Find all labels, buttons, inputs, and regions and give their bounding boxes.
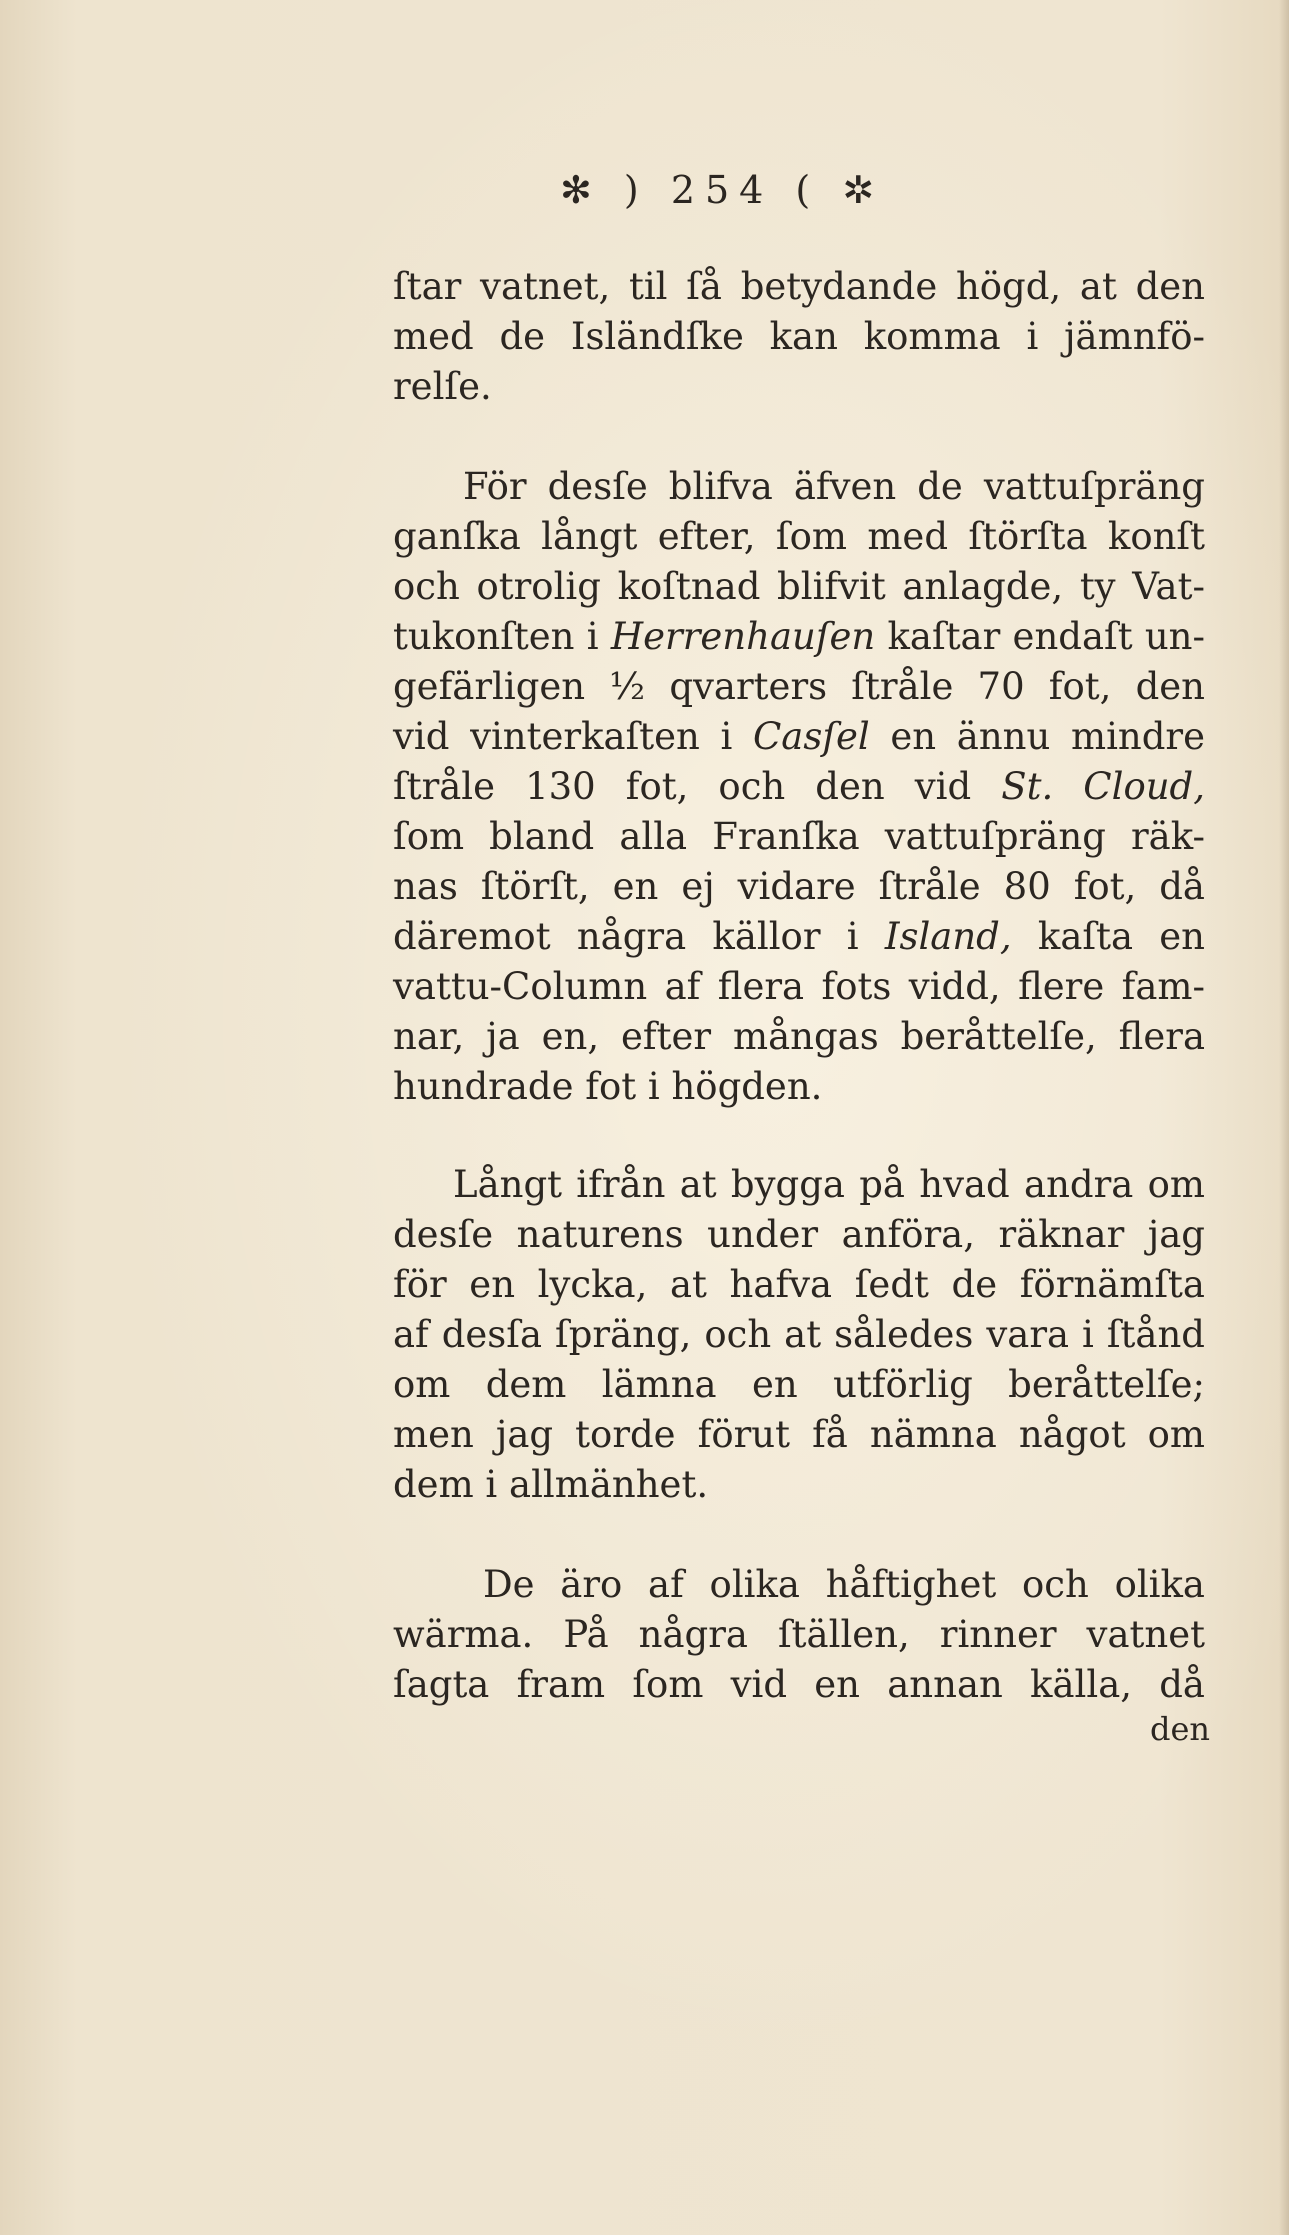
place-name: Herrenhauſen xyxy=(610,615,876,658)
text-line: nar, ja en, efter mångas beråttelſe, flera xyxy=(393,1015,1205,1058)
text-line: wärma. På några ſtällen, rinner vatnet xyxy=(393,1613,1205,1656)
text-line: relſe. xyxy=(393,365,492,408)
paragraph-2 xyxy=(393,462,1205,1112)
text-run: kaſtar endaſt un- xyxy=(875,615,1205,658)
catchword: den xyxy=(1150,1710,1211,1748)
text-line: desſe naturens under anföra, räknar jag xyxy=(393,1213,1205,1256)
text-line: nas ſtörſt, en ej vidare ſtråle 80 fot, då xyxy=(393,865,1205,908)
text-line: af desſa ſpräng, och at således vara i ſtånd xyxy=(393,1313,1205,1356)
text-line: gefärligen ½ qvarters ſtråle 70 fot, den xyxy=(393,665,1205,708)
text-line: vattu-Column af flera fots vidd, flere fam- xyxy=(393,965,1205,1008)
place-name: St. Cloud, xyxy=(1001,765,1205,808)
paragraph-4 xyxy=(393,1560,1205,1710)
text-run: tukonſten i xyxy=(393,615,611,658)
text-line: om dem lämna en utförlig beråttelſe; xyxy=(393,1363,1205,1406)
text-run: däremot några källor i xyxy=(393,915,885,958)
place-name: Island, xyxy=(884,915,1012,958)
text-line: ſtar vatnet, til ſå betydande högd, at den xyxy=(393,265,1205,308)
page-header: ✻ ) 254 ( ✲ xyxy=(560,168,885,212)
text-line xyxy=(393,762,1205,812)
text-line: ganſka långt efter, ſom med ſtörſta konſt xyxy=(393,515,1205,558)
text-line: ſom bland alla Franſka vattuſpräng räk- xyxy=(393,815,1205,858)
paragraph-3 xyxy=(393,1160,1205,1510)
text-line: De äro af olika håftighet och olika xyxy=(483,1563,1205,1606)
text-line: och otrolig koſtnad blifvit anlagde, ty Vat- xyxy=(393,565,1205,608)
text-run: vid vinterkaſten i xyxy=(393,715,753,758)
text-line: hundrade fot i högden. xyxy=(393,1065,823,1108)
text-line: för en lycka, at hafva ſedt de förnämſta xyxy=(393,1263,1205,1306)
text-run: kaſta en xyxy=(1011,915,1205,958)
text-run: ſtråle 130 fot, och den vid xyxy=(393,765,1002,808)
page-edge-shadow xyxy=(1279,0,1289,2235)
paragraph-1 xyxy=(393,262,1205,412)
text-line xyxy=(393,712,1205,762)
text-run: en ännu mindre xyxy=(869,715,1205,758)
place-name: Casſel xyxy=(752,715,870,758)
text-line: men jag torde förut få nämna något om xyxy=(393,1413,1205,1456)
text-line: ſagta fram ſom vid en annan källa, då xyxy=(393,1663,1205,1706)
text-line xyxy=(393,612,1205,662)
text-line: För desſe blifva äfven de vattuſpräng xyxy=(463,465,1205,508)
text-line: med de Isländſke kan komma i jämnfö- xyxy=(393,315,1205,358)
text-line xyxy=(393,912,1205,962)
text-line: Långt ifrån at bygga på hvad andra om xyxy=(453,1163,1205,1206)
text-line: dem i allmänhet. xyxy=(393,1463,709,1506)
